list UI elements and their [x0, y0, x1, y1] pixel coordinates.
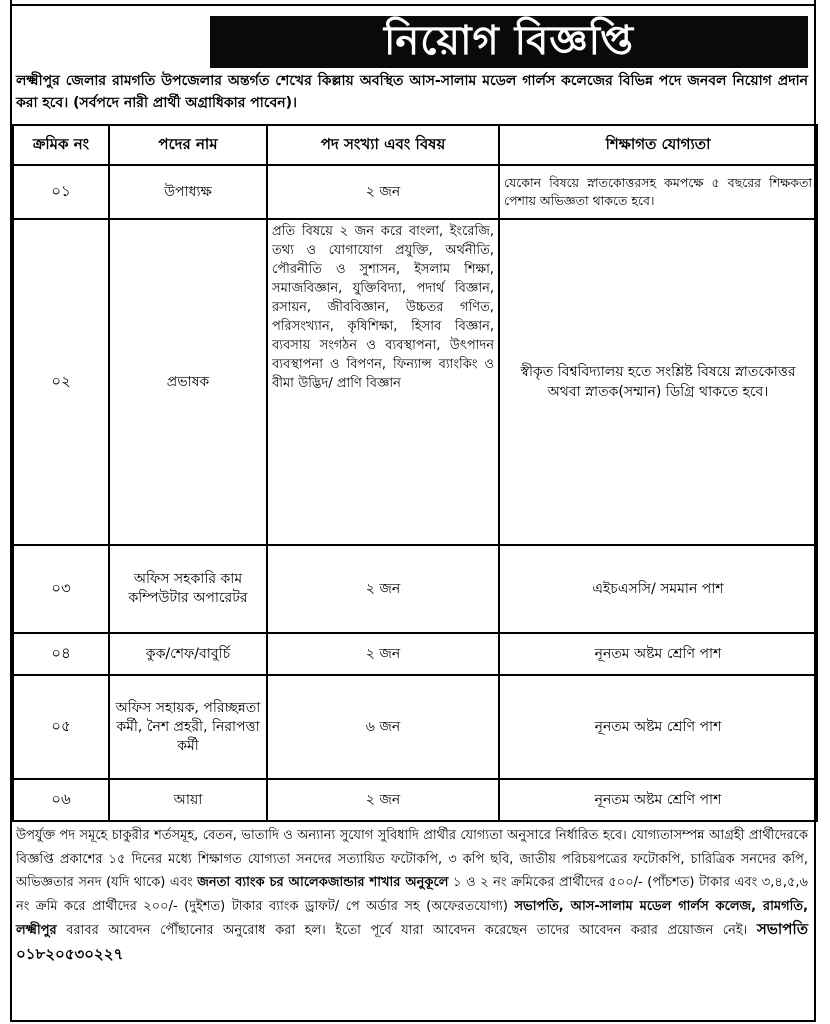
vacancy-table — [12, 124, 818, 822]
row-qualification: নূনতম অষ্টম শ্রেণি পাশ — [499, 675, 817, 779]
footer-paragraph — [16, 824, 808, 967]
row-qualification: যেকোন বিষয়ে স্নাতকোত্তরসহ কমপক্ষে ৫ বছরের শিক্ষকতা পেশায় অভিজ্ঞতা থাকতে হবে। — [499, 165, 817, 219]
row-count: ২ জন — [267, 165, 499, 219]
table-header-row — [13, 125, 817, 165]
row-serial: ০১ — [13, 165, 109, 219]
intro-paragraph: লক্ষ্মীপুর জেলার রামগতি উপজেলার অন্তর্গত শেখের কিল্লায় অবস্থিত আস-সালাম মডেল গার্লস কলেজের বিভিন্ন পদে জনবল নিয়োগ প্রদান করা হবে। (সর্বপদে নারী প্রার্থী অগ্রাধিকার পাবেন)। — [16, 73, 808, 111]
row-qualification: নূনতম অষ্টম শ্রেণি পাশ — [499, 779, 817, 821]
row-post: কুক/শেফ/বাবুর্চি — [109, 633, 267, 675]
footer-text-3: বরাবর আবেদন পৌঁছানোর অনুরোধ করা হল। ইতো পূর্বে যারা আবেদন করেছেন তাদের আবেদন করার প্রয়োজন নেই। — [66, 923, 748, 938]
table-row — [13, 675, 817, 779]
row-serial: ০৩ — [13, 545, 109, 633]
subjects-list: প্রতি বিষয়ে ২ জন করে বাংলা, ইংরেজি, তথ্য ও যোগাযোগ প্রযুক্তি, অর্থনীতি, পৌরনীতি ও সুশাসন, ইসলাম শিক্ষা, সমাজবিজ্ঞান, যুক্তিবিদ্যা, পদার্থ বিজ্ঞান, রসায়ন, জীববিজ্ঞান, উচ্চতর গণিত, পরিসংখ্যান, কৃষিশিক্ষা, হিসাব বিজ্ঞান, ব্যবসায় সংগঠন ও ব্যবস্থাপনা, উৎপাদন ব্যবস্থাপনা ও বিপণন, ফিন্যান্স ব্যাংকিং ও বীমা উদ্ভিদ/ প্রাণি বিজ্ঞান — [272, 224, 494, 391]
row-subjects — [267, 219, 499, 545]
row-count: ২ জন — [267, 779, 499, 821]
notice-title: নিয়োগ বিজ্ঞপ্তি — [210, 16, 808, 68]
footer-bank: জনতা ব্যাংক চর আলেকজান্ডার শাখার অনুকূলে — [197, 875, 449, 890]
footer-text-2: ১ ও ২ নং ক্রমিকের প্রার্থীদের ৫০০/- (পাঁচশত) টাকার এবং ৩,৪,৫,৬ নং ক্রমি করে প্রার্থীদের ২০০/- (দুইশত) টাকার ব্যাংক ড্রাফট/ পে অর্ডার সহ (অফেরতযোগ্য) — [16, 875, 808, 914]
row-serial: ০৫ — [13, 675, 109, 779]
table-row — [13, 545, 817, 633]
footer-text-1: উপর্যুক্ত পদ সমূহে চাকুরীর শর্তসমূহ, বেতন, ভাতাদি ও অন্যান্য সুযোগ সুবিধাদি প্রার্থীর যোগ্যতা অনুসারে নির্ধারিত হবে। যোগ্যতাসম্পন্ন আগ্রহী প্রার্থীদেরকে বিজ্ঞপ্তি প্রকাশের ১৫ দিনের মধ্যে শিক্ষাগত যোগ্যতা সনদের সত্যায়িত ফটোকপি, ৩ কপি ছবি, জাতীয় পরিচয়পত্রের ফটোকপি, চারিত্রিক সনদের কপি, অভিজ্ঞতার সনদ (যদি থাকে) এবং — [16, 828, 808, 890]
row-count: ৬ জন — [267, 675, 499, 779]
row-count: ২ জন — [267, 545, 499, 633]
table-row — [13, 165, 817, 219]
footer-addressee: সভাপতি, আস-সালাম মডেল গার্লস কলেজ, রামগতি, লক্ষ্মীপুর — [16, 898, 809, 938]
row-count: ২ জন — [267, 633, 499, 675]
row-post: উপাধ্যক্ষ — [109, 165, 267, 219]
table-row — [13, 633, 817, 675]
row-post: অফিস সহকারি কাম কম্পিউটার অপারেটর — [109, 545, 267, 633]
header-qualification: শিক্ষাগত যোগ্যতা — [499, 125, 817, 165]
row-serial: ০৬ — [13, 779, 109, 821]
row-serial: ০২ — [13, 219, 109, 545]
footer-contact: সভাপতি ০১৮২০৫৩০২২৭ — [16, 920, 808, 963]
header-serial: ক্রমিক নং — [13, 125, 109, 165]
row-post: আয়া — [109, 779, 267, 821]
row-qualification: স্বীকৃত বিশ্ববিদ্যালয় হতে সংশ্লিষ্ট বিষয়ে স্নাতকোত্তর অথবা স্নাতক(সম্মান) ডিগ্রি থাকতে হবে। — [499, 219, 817, 545]
row-post: প্রভাষক — [109, 219, 267, 545]
header-count: পদ সংখ্যা এবং বিষয় — [267, 125, 499, 165]
row-post: অফিস সহায়ক, পরিচ্ছন্নতা কর্মী, নৈশ প্রহরী, নিরাপত্তা কর্মী — [109, 675, 267, 779]
table-row — [13, 779, 817, 821]
row-qualification: নূনতম অষ্টম শ্রেণি পাশ — [499, 633, 817, 675]
row-qualification: এইচএসসি/ সমমান পাশ — [499, 545, 817, 633]
table-row — [13, 219, 817, 545]
row-serial: ০৪ — [13, 633, 109, 675]
header-post: পদের নাম — [109, 125, 267, 165]
